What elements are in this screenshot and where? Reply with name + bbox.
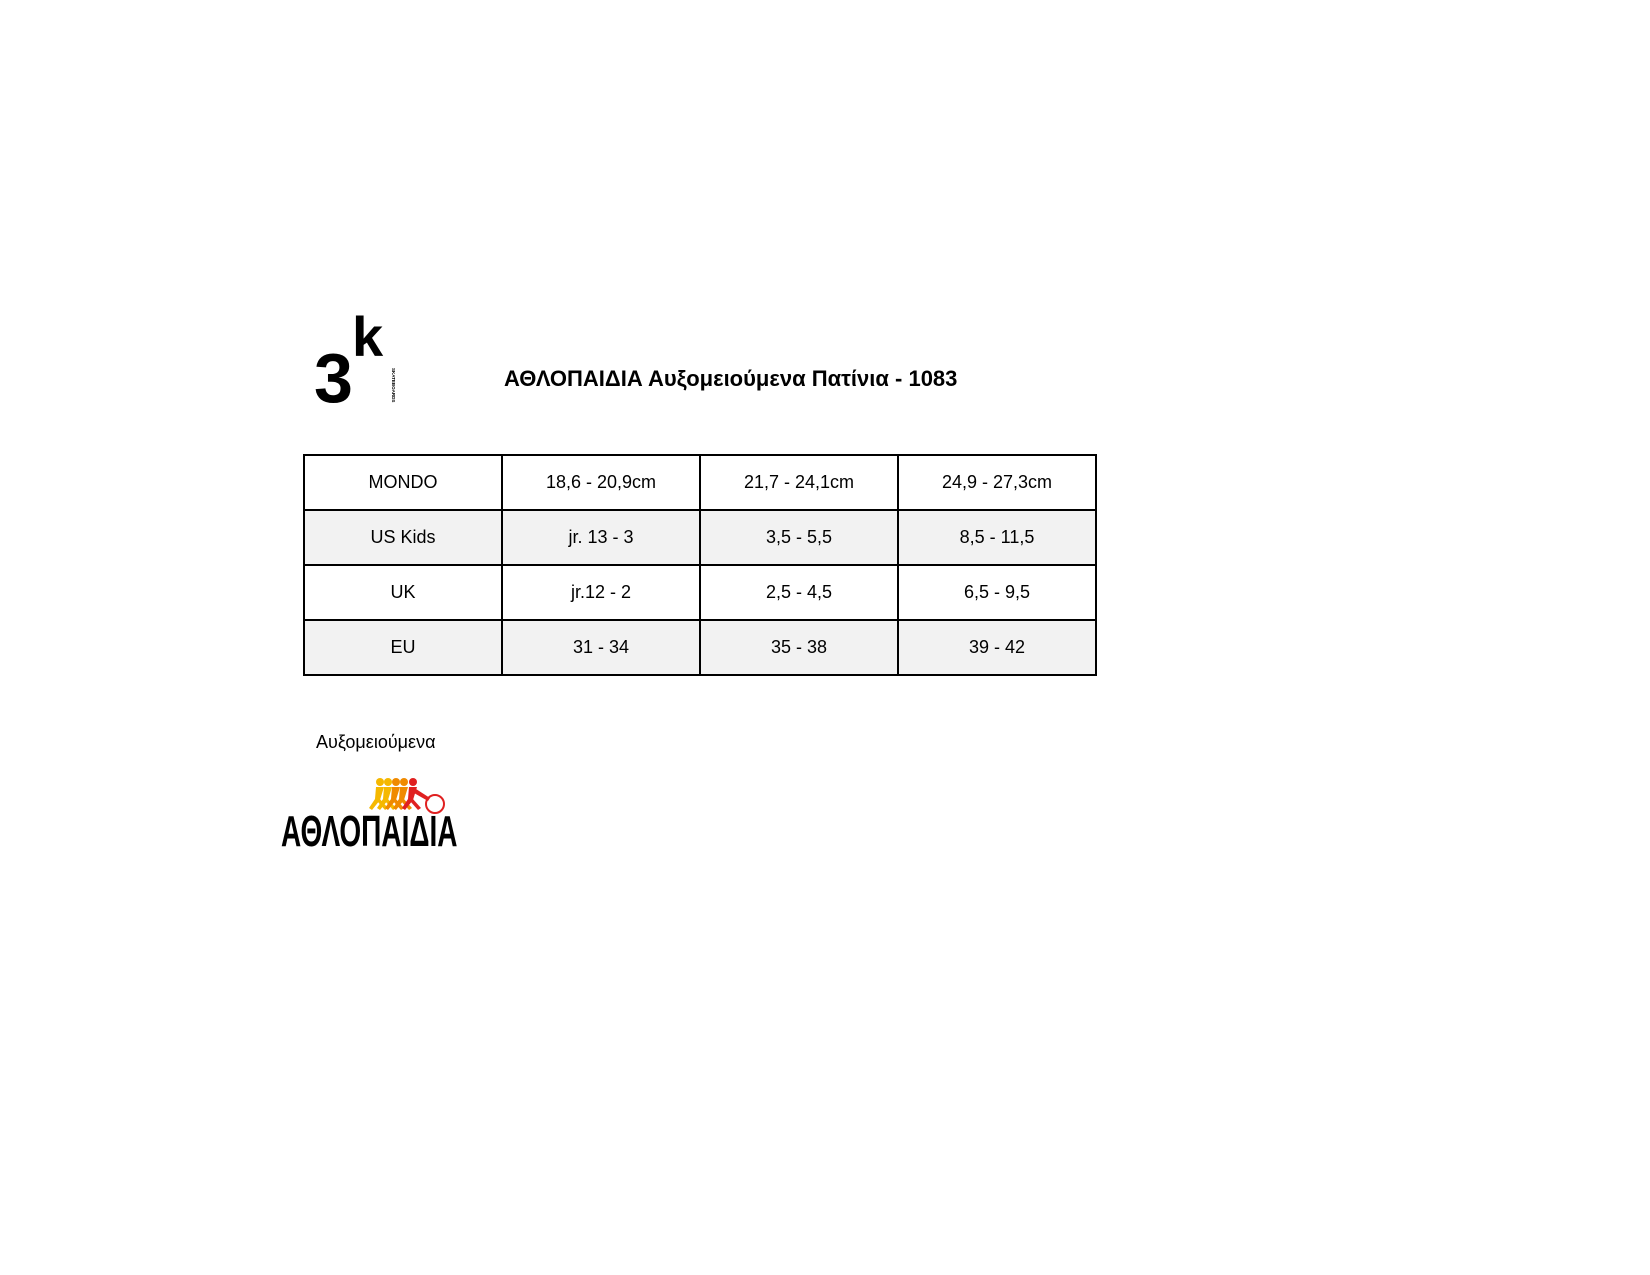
table-cell: 3,5 - 5,5 bbox=[700, 510, 898, 565]
table-cell: 24,9 - 27,3cm bbox=[898, 455, 1096, 510]
size-table-body bbox=[304, 455, 1096, 675]
row-label: EU bbox=[304, 620, 502, 675]
table-cell: jr.12 - 2 bbox=[502, 565, 700, 620]
shop-wordmark: ΑΘΛΟΠΑΙΔΙΑ bbox=[281, 806, 458, 854]
row-label: MONDO bbox=[304, 455, 502, 510]
3k-logo-icon bbox=[312, 312, 404, 406]
caption-text: Αυξομειούμενα bbox=[316, 732, 436, 752]
page-title: ΑΘΛΟΠΑΙΔΙΑ Αυξομειούμενα Πατίνια - 1083 bbox=[504, 366, 958, 391]
logo-digit: 3 bbox=[314, 339, 353, 406]
table-cell: 21,7 - 24,1cm bbox=[700, 455, 898, 510]
table-cell: 6,5 - 9,5 bbox=[898, 565, 1096, 620]
table-row bbox=[304, 565, 1096, 620]
logo-small-text: SKATEBOARDS bbox=[391, 368, 396, 403]
table-cell: 35 - 38 bbox=[700, 620, 898, 675]
table-cell: 39 - 42 bbox=[898, 620, 1096, 675]
table-cell: 2,5 - 4,5 bbox=[700, 565, 898, 620]
table-cell: 8,5 - 11,5 bbox=[898, 510, 1096, 565]
table-cell: 31 - 34 bbox=[502, 620, 700, 675]
row-label: US Kids bbox=[304, 510, 502, 565]
athlopaidia-logo bbox=[280, 776, 516, 854]
table-cell: 18,6 - 20,9cm bbox=[502, 455, 700, 510]
table-row bbox=[304, 455, 1096, 510]
table-cell: jr. 13 - 3 bbox=[502, 510, 700, 565]
logo-letter: k bbox=[352, 312, 384, 368]
table-row bbox=[304, 510, 1096, 565]
size-table bbox=[303, 454, 1097, 676]
row-label: UK bbox=[304, 565, 502, 620]
table-row bbox=[304, 620, 1096, 675]
3k-skateboards-logo bbox=[312, 312, 404, 406]
running-kids-icon bbox=[280, 776, 516, 854]
